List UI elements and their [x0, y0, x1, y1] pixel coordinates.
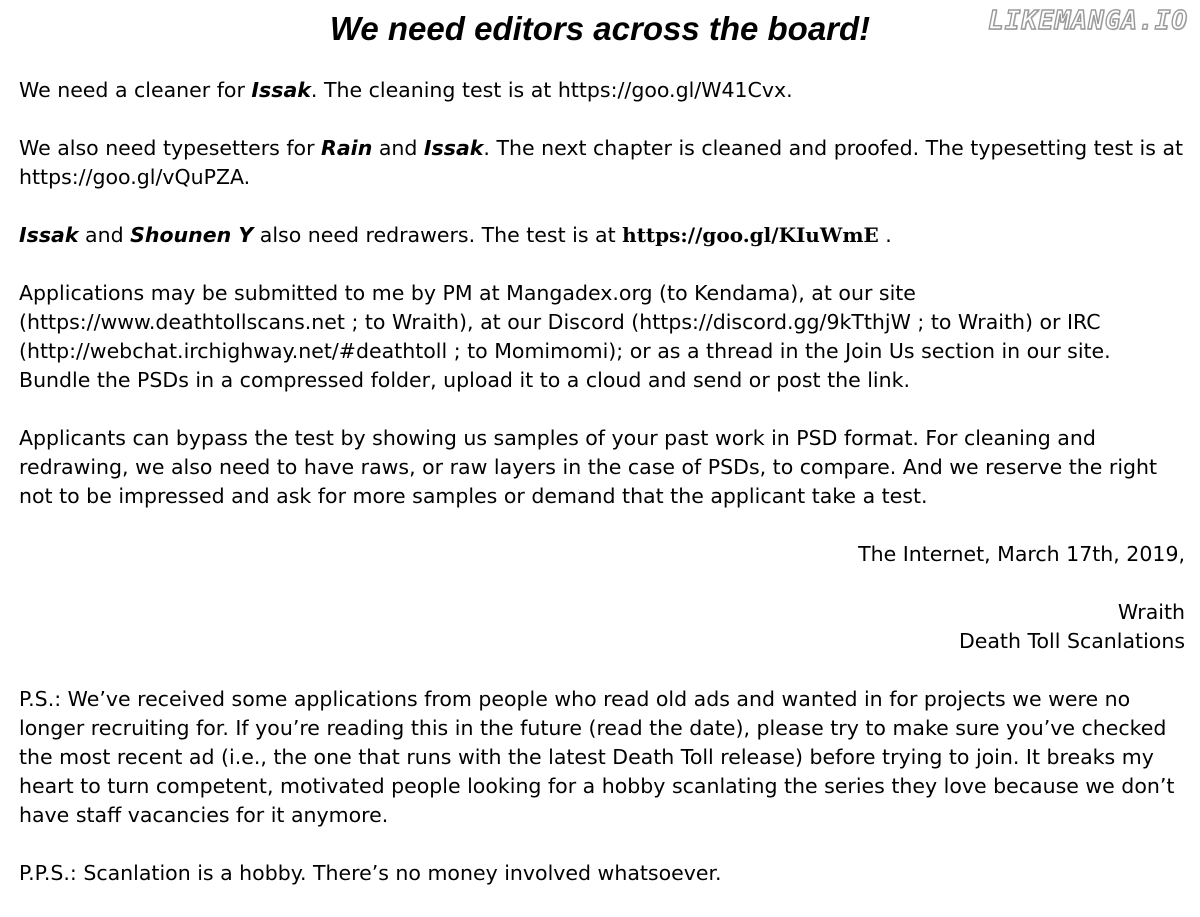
series-name-issak: Issak [251, 78, 311, 102]
conjunction-text: and [372, 136, 424, 160]
signature-name: Wraith [1117, 600, 1185, 624]
series-name-shounen-y: Shounen Y [130, 223, 254, 247]
applications-paragraph: Applications may be submitted to me by PM at Mangadex.org (to Kendama), at our site (https://www.deathtollscans.net ; to Wraith), at our Discord (https://discord.gg/9kTthjW ; to Wraith) or IRC (http://webchat.irchighway.net/#deathtoll ; to Momimomi); or as a thread in the Join Us section in our site. Bundle the PSDs in a compressed folder, upload it to a cloud and send or post the link. [19, 281, 1111, 392]
period-text: . [878, 223, 892, 247]
bypass-paragraph: Applicants can bypass the test by showing us samples of your past work in PSD format. For cleaning and redrawing, we also need to have raws, or raw layers in the case of PSDs, to compare. And we reserve the right not to be impressed and ask for more samples or demand that the applicant take a test. [19, 426, 1158, 508]
cleaner-paragraph [19, 76, 1185, 105]
date-line: The Internet, March 17th, 2019, [858, 542, 1185, 566]
announcement-body [19, 76, 1185, 917]
redrawer-test-link: https://goo.gl/KIuWmE [622, 223, 879, 247]
cleaner-test-text: . The cleaning test is at https://goo.gl/W41Cvx. [310, 78, 793, 102]
typesetter-paragraph [19, 134, 1185, 192]
typesetter-text: We also need typesetters for [19, 136, 322, 160]
redrawer-text: also need redrawers. The test is at [253, 223, 623, 247]
pps-paragraph: P.P.S.: Scanlation is a hobby. There’s no money involved whatsoever. [19, 861, 722, 885]
conjunction-text: and [78, 223, 131, 247]
cleaner-text: We need a cleaner for [19, 78, 252, 102]
series-name-issak: Issak [19, 223, 79, 247]
ps-paragraph: P.S.: We’ve received some applications from people who read old ads and wanted in for projects we were no longer recruiting for. If you’re reading this in the future (read the date), please try to make sure you’ve checked the most recent ad (i.e., the one that runs with the latest Death Toll release) before trying to join. It breaks my heart to turn competent, motivated people looking for a hobby scanlating the series they love because we don’t have staff vacancies for it anymore. [19, 687, 1175, 827]
signature-group: Death Toll Scanlations [958, 629, 1185, 653]
series-name-issak: Issak [423, 136, 484, 160]
redrawer-paragraph [19, 221, 1185, 250]
typesetter-test-text: . The next chapter is cleaned and proofed. The typesetting test is at https://goo.gl/vQuPZA. [19, 136, 1184, 189]
series-name-rain: Rain [321, 136, 373, 160]
page-title: We need editors across the board! [329, 10, 871, 47]
site-watermark: LIKEMANGA.IO [988, 6, 1188, 36]
